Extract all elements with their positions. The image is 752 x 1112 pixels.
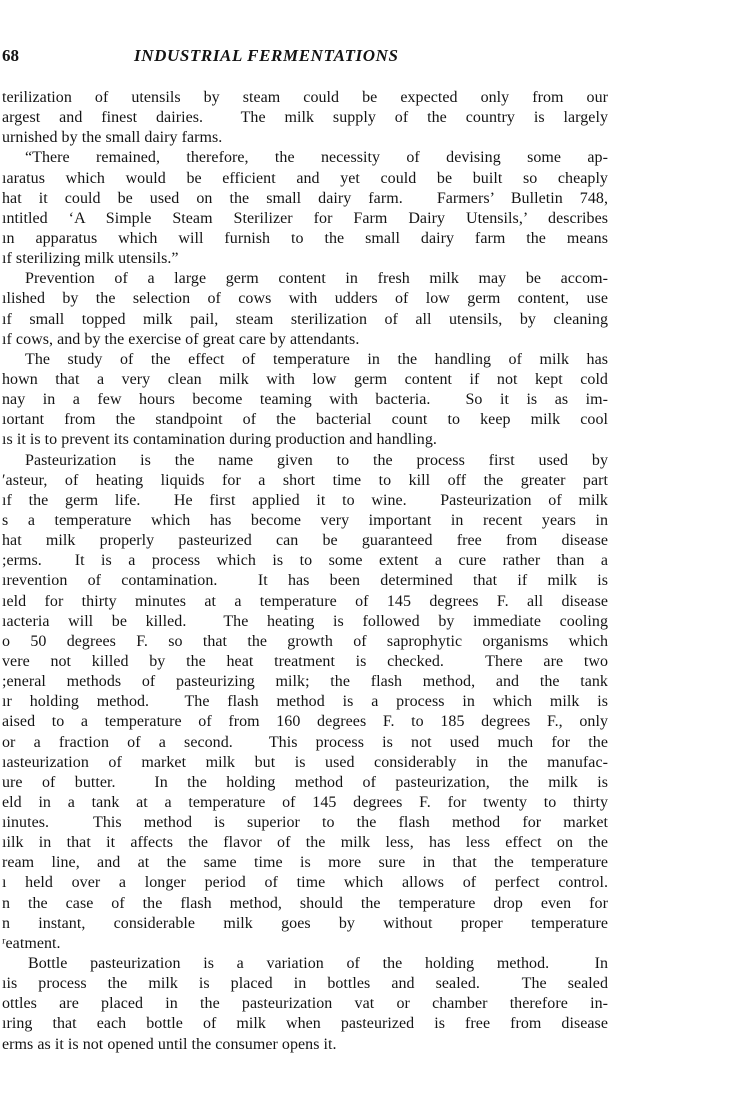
text-line: vere not killed by the heat treatment is checked. There are two [2,652,608,670]
text-line: “There remained, therefore, the necessity of devising some ap- [25,149,608,167]
running-head: INDUSTRIAL FERMENTATIONS [134,46,399,65]
text-line: ream line, and at the same time is more sure in that the temperature [2,854,608,872]
text-line: Prevention of a large germ content in fresh milk may be accom- [25,270,608,288]
text-line: ıinutes. This method is superior to the flash method for market [2,814,608,832]
text-line: ;eneral methods of pasteurizing milk; the flash method, and the tank [2,673,608,691]
text-line: ;erms. It is a process which is to some extent a cure rather than a [2,552,608,570]
text-line: Bottle pasteurization is a variation of the holding method. In [28,955,608,973]
text-line: ıasteurization of market milk but is used considerably in the manufac- [2,753,608,771]
text-line: erms as it is not opened until the consumer opens it. [2,1035,337,1053]
text-line: ıaratus which would be efficient and yet could be built so cheaply [2,169,608,187]
text-line: n instant, considerable milk goes by without proper temperature [2,914,608,932]
text-line: ı held over a longer period of time which allows of perfect control. [2,874,608,892]
page-header [0,46,752,70]
text-line: eld in a tank at a temperature of 145 degrees F. for twenty to thirty [2,793,608,811]
text-line: hown that a very clean milk with low germ content if not kept cold [2,370,608,388]
text-line: ılished by the selection of cows with udders of low germ content, use [2,290,608,308]
text-line: The study of the effect of temperature in the handling of milk has [25,350,608,368]
text-line: hat it could be used on the small dairy farm. Farmers’ Bulletin 748, [2,189,608,207]
text-line: ottles are placed in the pasteurization vat or chamber therefore in- [2,995,608,1013]
text-line: ıacteria will be killed. The heating is followed by immediate cooling [2,612,608,630]
text-line: or a fraction of a second. This process is not used much for the [2,733,608,751]
text-line: urnished by the small dairy farms. [2,129,223,147]
text-line: terilization of utensils by steam could be expected only from our [2,89,608,106]
text-line: Pasteurization is the name given to the process first used by [25,451,608,469]
text-line: ın apparatus which will furnish to the small dairy farm the means [2,229,608,247]
page-number: 68 [2,46,19,65]
text-line: ıf cows, and by the exercise of great care by attendants. [2,330,360,348]
text-line: ırevention of contamination. It has been determined that if milk is [2,572,608,590]
text-line: nay in a few hours become teaming with bacteria. So it is as im- [2,391,608,409]
text-line: ′asteur, of heating liquids for a short time to kill off the greater part [2,471,608,489]
text-line: ıs it is to prevent its contamination during production and handling. [2,431,437,449]
text-line: ıeld for thirty minutes at a temperature of 145 degrees F. all disease [2,592,608,610]
text-line: ıortant from the standpoint of the bacterial count to keep milk cool [2,411,608,429]
text-line: ıilk in that it affects the flavor of the milk less, has less effect on the [2,834,608,852]
text-line: n the case of the flash method, should the temperature drop even for [2,894,608,912]
text-line: ıring that each bottle of milk when pasteurized is free from disease [2,1015,608,1033]
text-line: aised to a temperature of from 160 degrees F. to 185 degrees F., only [2,713,608,731]
text-line: ıf the germ life. He first applied it to wine. Pasteurization of milk [2,491,608,509]
text-line: o 50 degrees F. so that the growth of saprophytic organisms which [2,632,608,650]
text-line: ıf sterilizing milk utensils.” [2,250,179,268]
text-line: ıntitled ‘A Simple Steam Sterilizer for Farm Dairy Utensils,’ describes [2,209,608,227]
text-line: hat milk properly pasteurized can be guaranteed free from disease [2,532,608,550]
text-line: ıis process the milk is placed in bottles and sealed. The sealed [2,975,608,993]
text-line: ʳeatment. [2,934,61,952]
text-line: s a temperature which has become very important in recent years in [2,511,608,529]
text-line: ure of butter. In the holding method of pasteurization, the milk is [2,773,608,791]
body-text [0,88,752,1055]
text-line: ır holding method. The flash method is a process in which milk is [2,693,608,711]
text-line: ıf small topped milk pail, steam sterilization of all utensils, by cleaning [2,310,608,328]
text-line: argest and finest dairies. The milk supply of the country is largely [2,109,608,127]
